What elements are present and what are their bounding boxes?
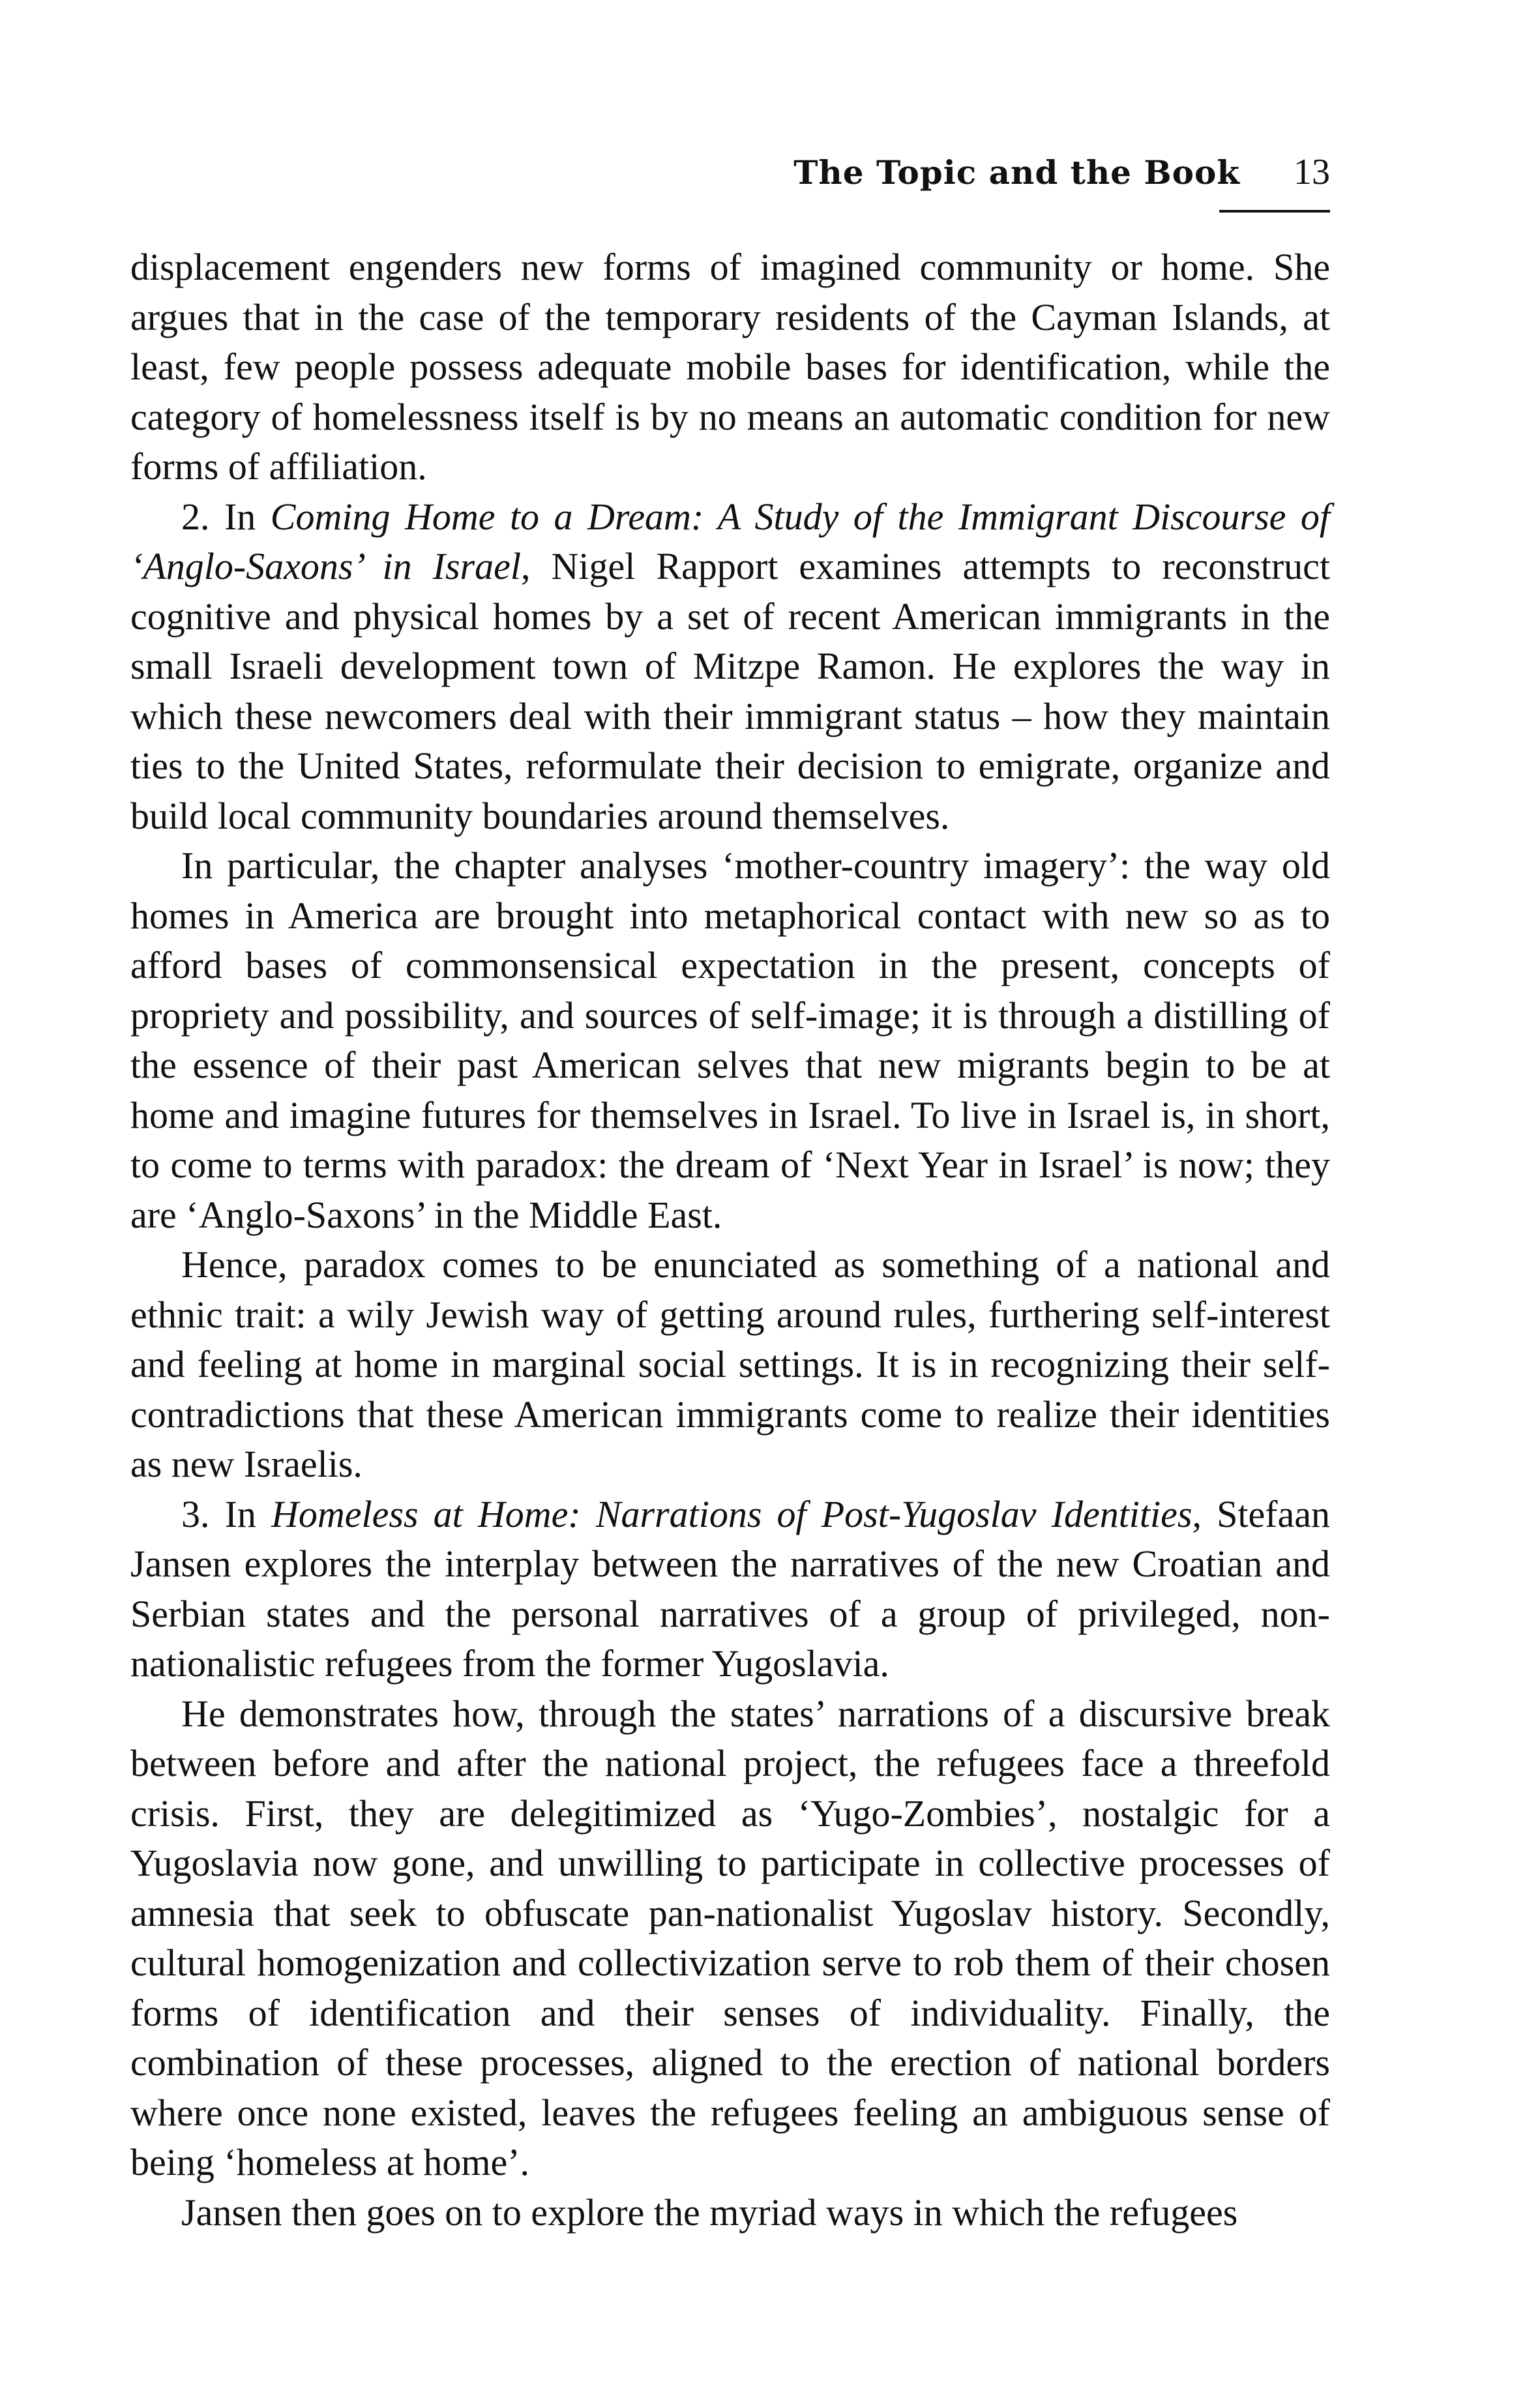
paragraph-text: 3. In <box>181 1492 272 1535</box>
paragraph <box>130 1240 1330 1490</box>
paragraph-text: He demonstrates how, through the states’ narrations of a discursive break between before and after the national project, the refugees face a threefold crisis. First, they are delegitimized as ‘Yugo-Zombies’, nostalgic for a Yugoslavia now gone, and unwilling to participate in collective processes of amnesia that seek to obfuscate pan-nationalist Yugoslav history. Secondly, cultural homogenization and collectivization serve to rob them of their chosen forms of identification and their senses of individuality. Finally, the combination of these processes, aligned to the erection of national borders where once none existed, leaves the refugees feeling an ambiguous sense of being ‘homeless at home’. <box>130 1692 1330 2183</box>
italic-title: Homeless at Home: Narrations of Post-Yugoslav Identities <box>271 1492 1192 1535</box>
paragraph <box>130 1490 1330 1689</box>
italic-title: Coming Home to a Dream: A Study of the Immigrant Discourse of ‘Anglo-Saxons’ in Israel <box>130 495 1330 587</box>
paragraph <box>130 1689 1330 2188</box>
body-text <box>130 243 1330 2237</box>
paragraph-text: 2. In <box>181 495 271 538</box>
paragraph-text: displacement engenders new forms of imagined community or home. She argues that in the case of the temporary residents of the Cayman Islands, at least, few people possess adequate mobile bases for identification, while the category of homelessness itself is by no means an automatic condition for new forms of affiliation. <box>130 246 1330 488</box>
paragraph <box>130 492 1330 842</box>
paragraph-text: , Stefaan Jansen explores the interplay between the narratives of the new Croatian and Serbian states and the personal narratives of a group of privileged, non-nationalistic refugees from the former Yugoslavia. <box>130 1492 1330 1685</box>
paragraph-text: In particular, the chapter analyses ‘mother-country imagery’: the way old homes in America are brought into metaphorical contact with new so as to afford bases of commonsensical expectation in the present, concepts of propriety and possibility, and sources of self-image; it is through a distilling of the essence of their past American selves that new migrants begin to be at home and imagine futures for themselves in Israel. To live in Israel is, in short, to come to terms with paradox: the dream of ‘Next Year in Israel’ is now; they are ‘Anglo-Saxons’ in the Middle East. <box>130 844 1330 1236</box>
header-rule <box>1219 210 1330 213</box>
paragraph-text: Hence, paradox comes to be enunciated as something of a national and ethnic trait: a wily Jewish way of getting around rules, furthering self-interest and feeling at home in marginal social settings. It is in recognizing their self-contradictions that these American immigrants come to realize their identities as new Israelis. <box>130 1243 1330 1485</box>
paragraph <box>130 841 1330 1240</box>
running-head <box>130 151 1330 197</box>
paragraph-text: Jansen then goes on to explore the myriad ways in which the refugees <box>181 2191 1238 2234</box>
page-number: 13 <box>1294 152 1330 192</box>
paragraph-text: , Nigel Rapport examines attempts to reconstruct cognitive and physical homes by a set of recent American immigrants in the small Israeli development town of Mitzpe Ramon. He explores the way in which these newcomers deal with their immigrant status – how they maintain ties to the United States, reformulate their decision to emigrate, organize and build local community boundaries around themselves. <box>130 545 1330 837</box>
running-title: The Topic and the Book <box>793 153 1240 192</box>
paragraph <box>130 243 1330 492</box>
paragraph <box>130 2188 1330 2238</box>
